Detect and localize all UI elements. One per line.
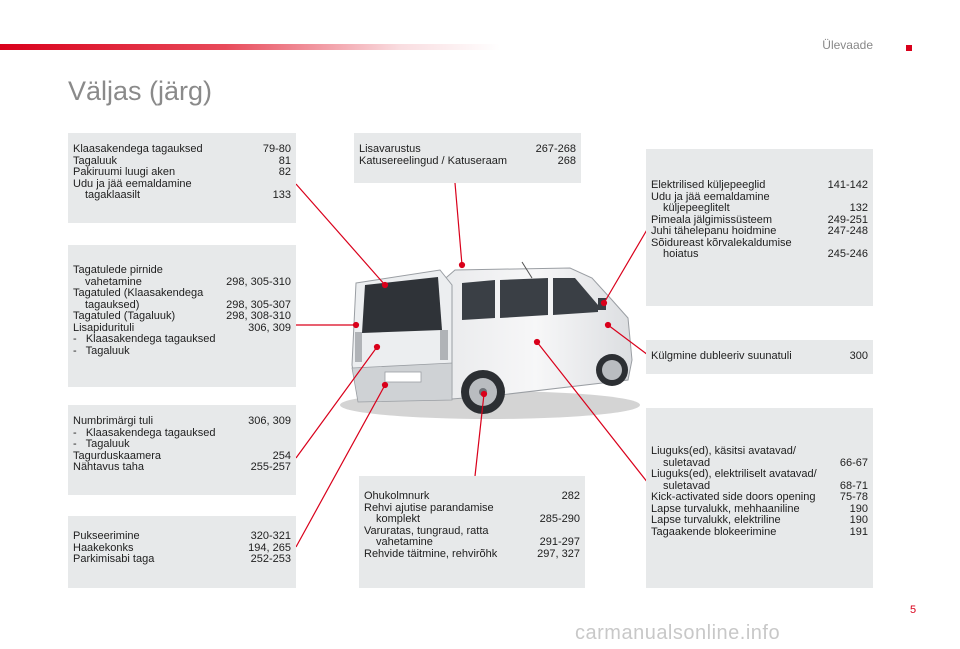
index-subitem: - Klaasakendega tagauksed (73, 426, 216, 439)
index-row-cont: küljepeeglitelt 132 (663, 202, 868, 214)
index-row-cont: vahetamine 298, 305-310 (85, 275, 291, 288)
box-rear-lights (68, 245, 296, 387)
index-row-cont: tagaklaasilt 133 (85, 189, 291, 201)
page-title: Väljas (järg) (68, 76, 213, 106)
index-row-cont: hoiatus 245-246 (663, 248, 868, 260)
index-row: Katusereelingud / Katuseraam 268 (359, 154, 576, 167)
index-row: Tagaakende blokeerimine 191 (651, 525, 868, 538)
index-row: Liuguks(ed), käsitsi avatavad/ (651, 445, 796, 457)
index-subitem: - Tagaluuk (73, 438, 130, 450)
box-rear-doors (68, 133, 296, 223)
index-row: Pimeala jälgimissüsteem 249-251 (651, 213, 868, 226)
index-row: Elektrilised küljepeeglid 141-142 (651, 179, 868, 191)
index-row: Juhi tähelepanu hoidmine 247-248 (651, 225, 868, 237)
index-row: Pakiruumi luugi aken 82 (73, 166, 291, 178)
box-towing (68, 516, 296, 588)
index-row: Lapse turvalukk, mehhaaniline 190 (651, 502, 868, 515)
page-number: 5 (910, 604, 917, 616)
box-mirrors (646, 149, 873, 306)
index-row: Lapse turvalukk, elektriline 190 (651, 514, 868, 526)
index-row: Klaasakendega tagauksed 79-80 (73, 143, 291, 155)
index-row: Rehvi ajutise parandamise (364, 501, 494, 514)
index-row: Udu ja jää eemaldamine (73, 177, 192, 190)
box-plate-camera (68, 405, 296, 495)
box-roof (354, 133, 581, 183)
index-row: Udu ja jää eemaldamine (651, 190, 770, 203)
index-row: Tagatuled (Klaasakendega (73, 287, 204, 299)
index-row-cont: suletavad 68-71 (663, 479, 868, 492)
index-row-cont: komplekt 285-290 (376, 513, 580, 525)
index-row: Tagurduskaamera 254 (73, 449, 291, 462)
box-sliding-doors (646, 408, 873, 588)
index-subitem: - Klaasakendega tagauksed (73, 333, 216, 345)
index-row: Nähtavus taha 255-257 (73, 461, 291, 473)
index-row: Tagaluuk 81 (73, 154, 291, 167)
index-row: Tagatuled (Tagaluuk) 298, 308-310 (73, 310, 291, 322)
index-row: Lisavarustus 267-268 (359, 143, 576, 155)
index-row-cont: tagauksed) 298, 305-307 (85, 298, 291, 311)
box-side-indicator (646, 340, 873, 374)
index-row-cont: vahetamine 291-297 (376, 536, 580, 548)
watermark: carmanualsonline.info (575, 622, 781, 644)
index-row: Külgmine dubleeriv suunatuli 300 (651, 350, 868, 362)
index-row: Lisapidurituli 306, 309 (73, 321, 291, 334)
index-row: Tagatulede pirnide (73, 264, 163, 276)
index-subitem: - Tagaluuk (73, 344, 130, 357)
index-row: Haakekonks 194, 265 (73, 541, 291, 554)
index-row: Liuguks(ed), elektriliselt avatavad/ (651, 468, 817, 480)
index-row: Varuratas, tungraud, ratta (364, 524, 489, 537)
index-row: Rehvide täitmine, rehvirõhk 297, 327 (364, 547, 580, 560)
index-row: Sõidureast kõrvalekaldumise (651, 236, 792, 249)
index-row: Parkimisabi taga 252-253 (73, 553, 291, 565)
section-label: Ülevaade (822, 38, 873, 52)
index-row: Numbrimärgi tuli 306, 309 (73, 415, 291, 427)
box-tyres (359, 476, 585, 588)
index-row: Kick-activated side doors opening 75-78 (651, 491, 868, 503)
index-row: Pukseerimine 320-321 (73, 530, 291, 542)
index-row: Ohukolmnurk 282 (364, 490, 580, 502)
index-row-cont: suletavad 66-67 (663, 456, 868, 469)
